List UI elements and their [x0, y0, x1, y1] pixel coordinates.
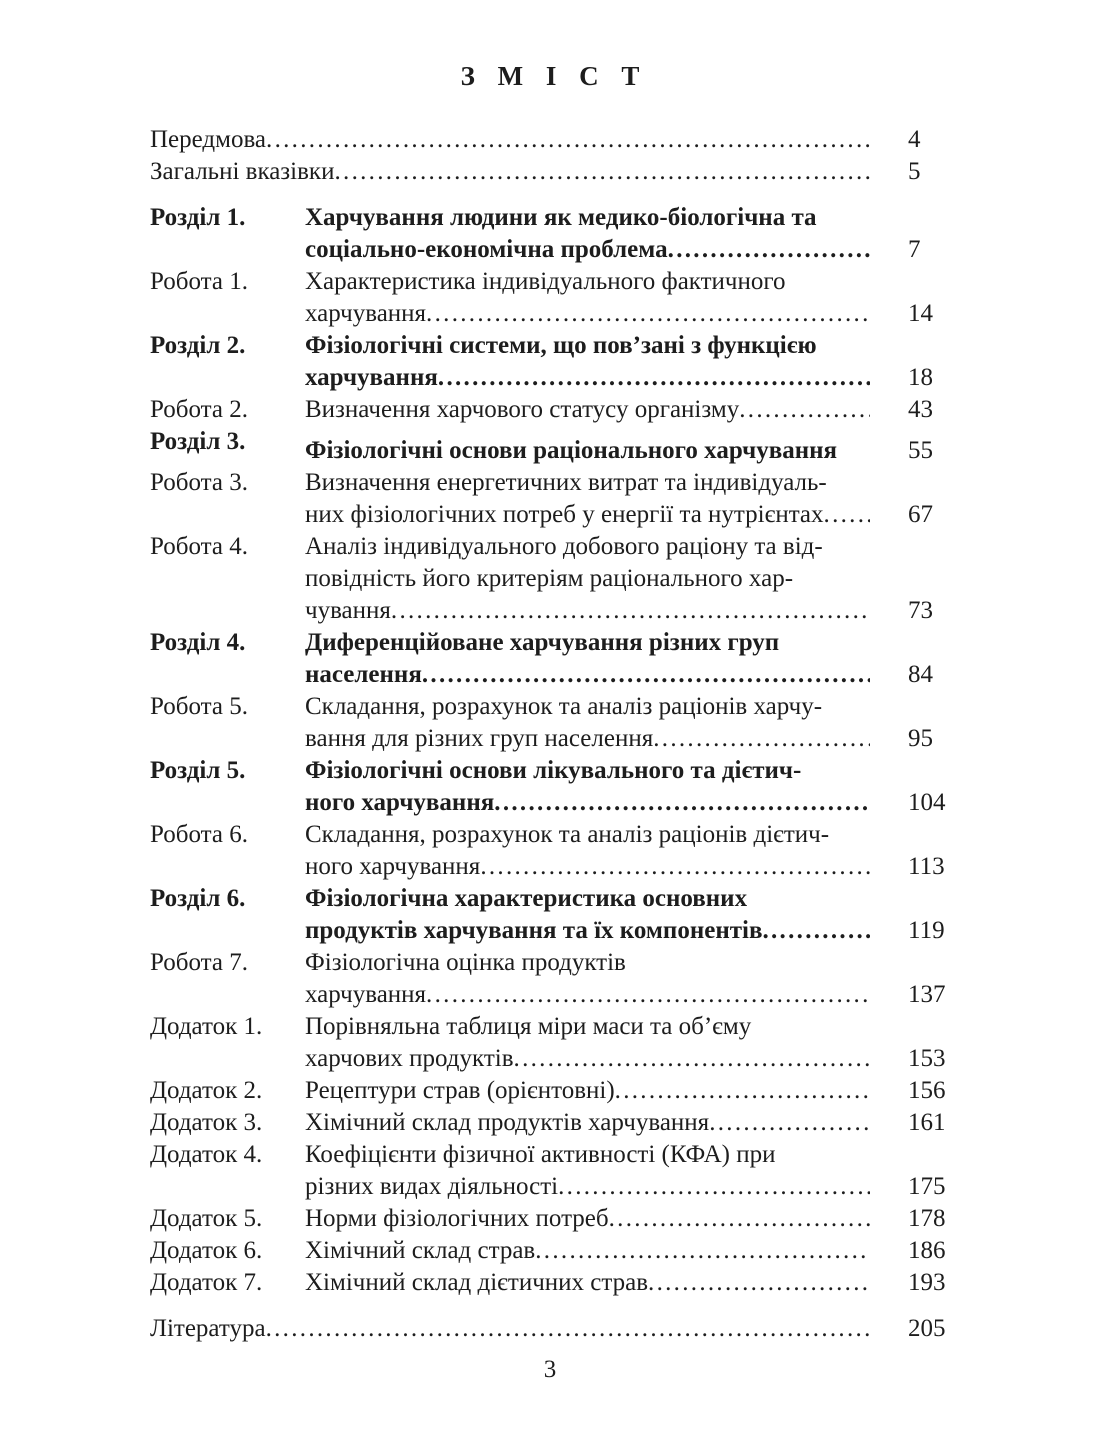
entry-title-text: харчування — [305, 364, 438, 391]
footer-page-number: 3 — [543, 1356, 557, 1383]
entry-title-line — [305, 234, 870, 266]
leader-dots — [494, 787, 870, 819]
toc-entry — [150, 947, 950, 1011]
toc-entry — [150, 124, 950, 156]
toc-entry — [150, 819, 950, 883]
entry-title-line — [305, 851, 870, 883]
entry-label: Розділ 4. — [150, 629, 246, 656]
page-content — [150, 58, 950, 1345]
entry-title-text: Хімічний склад страв — [305, 1237, 536, 1264]
toc-entry — [150, 1203, 950, 1235]
entry-label: Розділ 1. — [150, 204, 246, 231]
toc-entry — [150, 1139, 950, 1203]
entry-title — [305, 1267, 870, 1299]
entry-title-text: вання для різних груп населення — [305, 725, 654, 752]
toc-entry — [150, 467, 950, 531]
entry-page-number: 5 — [908, 158, 921, 185]
toc-entry — [150, 1075, 950, 1107]
entry-title — [150, 156, 870, 188]
entry-title-text: Норми фізіологічних потреб — [305, 1205, 609, 1232]
entry-label: Додаток 7. — [150, 1269, 263, 1296]
entry-title — [150, 124, 870, 156]
entry-label: Робота 1. — [150, 268, 248, 295]
entry-page-number: 55 — [908, 437, 933, 464]
toc-entry — [150, 266, 950, 330]
leader-dots — [648, 1267, 870, 1299]
leader-dots — [762, 915, 870, 947]
entry-title-text: ного харчування — [305, 789, 495, 816]
entry-title — [305, 1107, 870, 1139]
entry-page-number: 18 — [908, 364, 933, 391]
entry-page-number: 193 — [908, 1269, 946, 1296]
entry-title-line — [305, 1043, 870, 1075]
entry-title — [305, 1011, 870, 1075]
entry-page-number: 14 — [908, 300, 933, 327]
entry-title-line — [305, 1075, 870, 1107]
entry-title-line — [305, 659, 870, 691]
entry-title-text: Рецептури страв (орієнтовні) — [305, 1077, 615, 1104]
entry-title-line: Коефіцієнти фізичної активності (КФА) при — [305, 1141, 776, 1168]
entry-title — [305, 883, 870, 947]
entry-label: Додаток 5. — [150, 1205, 263, 1232]
entry-title-line — [150, 124, 870, 156]
entry-title-line: Характеристика індивідуального фактичного — [305, 268, 786, 295]
entry-title — [305, 394, 870, 426]
entry-title — [305, 947, 870, 1011]
entry-title-text: них фізіологічних потреб у енергії та нутрієнтах — [305, 501, 824, 528]
leader-dots — [391, 595, 870, 627]
entry-title-line — [150, 156, 870, 188]
leader-dots — [535, 1235, 870, 1267]
entry-title-line — [305, 1267, 870, 1299]
entry-page-number: 95 — [908, 725, 933, 752]
entry-page-number: 113 — [908, 853, 945, 880]
entry-page-number: 156 — [908, 1077, 946, 1104]
entry-title-line — [305, 499, 870, 531]
entry-title-line: Складання, розрахунок та аналіз раціонів харчу- — [305, 693, 823, 720]
entry-title-line — [150, 1313, 870, 1345]
toc-entry — [150, 1107, 950, 1139]
entry-title-text: Фізіологічні основи раціонального харчування — [305, 437, 838, 464]
entry-page-number: 7 — [908, 236, 921, 263]
entry-label: Розділ 6. — [150, 885, 246, 912]
entry-title-line — [305, 1107, 870, 1139]
entry-label: Додаток 2. — [150, 1077, 263, 1104]
entry-title-text: населення — [305, 661, 422, 688]
entry-title-line — [305, 595, 870, 627]
entry-page-number: 205 — [908, 1315, 946, 1342]
leader-dots — [422, 659, 870, 691]
entry-title — [305, 467, 870, 531]
entry-title-line — [305, 787, 870, 819]
entry-title — [305, 627, 870, 691]
entry-title-line: Фізіологічна оцінка продуктів — [305, 949, 626, 976]
entry-title-text: різних видах діяльності — [305, 1173, 559, 1200]
entry-title — [305, 330, 870, 394]
entry-title-line: Визначення енергетичних витрат та індивідуаль- — [305, 469, 827, 496]
toc-entry — [150, 202, 950, 266]
entry-title-line — [305, 1171, 870, 1203]
entry-title-line: Диференційоване харчування різних груп — [305, 629, 780, 656]
entry-label: Робота 5. — [150, 693, 248, 720]
toc-entry — [150, 1235, 950, 1267]
toc-entry — [150, 1313, 950, 1345]
entry-title-line: Фізіологічна характеристика основних — [305, 885, 748, 912]
toc-entry — [150, 330, 950, 394]
entry-label: Робота 7. — [150, 949, 248, 976]
entry-title-text: Передмова — [150, 126, 267, 153]
entry-title-text: харчових продуктів — [305, 1045, 514, 1072]
entry-page-number: 161 — [908, 1109, 946, 1136]
entry-title — [305, 755, 870, 819]
entry-title-line: Порівняльна таблиця міри маси та об’єму — [305, 1013, 752, 1040]
entry-title-text: Хімічний склад дієтичних страв — [305, 1269, 649, 1296]
entry-page-number: 153 — [908, 1045, 946, 1072]
entry-title-line: Аналіз індивідуального добового раціону та від- — [305, 533, 823, 560]
toc-entry — [150, 627, 950, 691]
entry-title-line: Харчування людини як медико-біологічна та — [305, 204, 817, 231]
leader-dots — [558, 1171, 870, 1203]
entry-label: Додаток 3. — [150, 1109, 263, 1136]
entry-page-number: 84 — [908, 661, 933, 688]
entry-page-number: 137 — [908, 981, 946, 1008]
leader-dots — [266, 124, 870, 156]
entry-title-line — [305, 1203, 870, 1235]
entry-label: Додаток 1. — [150, 1013, 263, 1040]
entry-page-number: 104 — [908, 789, 946, 816]
entry-title-line — [305, 1235, 870, 1267]
entry-title-text: соціально-економічна проблема — [305, 236, 668, 263]
entry-label: Робота 3. — [150, 469, 248, 496]
entry-title-line — [305, 362, 870, 394]
leader-dots — [824, 499, 870, 531]
page-title: З М І С Т — [460, 61, 648, 91]
entry-title — [305, 1075, 870, 1107]
leader-dots — [480, 851, 870, 883]
leader-dots — [609, 1203, 870, 1235]
leader-dots — [709, 1107, 870, 1139]
leader-dots — [426, 298, 870, 330]
entry-page-number: 67 — [908, 501, 933, 528]
toc-entry — [150, 156, 950, 188]
toc-entry — [150, 394, 950, 426]
leader-dots — [739, 394, 870, 426]
leader-dots — [426, 979, 870, 1011]
entry-title-text: чування — [305, 597, 391, 624]
entry-title — [305, 1203, 870, 1235]
toc-entry — [150, 691, 950, 755]
entry-title — [305, 266, 870, 330]
leader-dots — [837, 426, 870, 458]
entry-label: Розділ 2. — [150, 332, 246, 359]
entry-page-number: 175 — [908, 1173, 946, 1200]
entry-label: Розділ 3. — [150, 428, 246, 455]
entry-label: Розділ 5. — [150, 757, 246, 784]
leader-dots — [615, 1075, 870, 1107]
entry-title — [305, 691, 870, 755]
toc-entry — [150, 1267, 950, 1299]
entry-title — [305, 1139, 870, 1203]
leader-dots — [668, 234, 870, 266]
entry-title-line — [305, 915, 870, 947]
entry-page-number: 186 — [908, 1237, 946, 1264]
entry-label: Додаток 6. — [150, 1237, 263, 1264]
entry-title-text: Загальні вказівки — [150, 158, 335, 185]
entry-page-number: 119 — [908, 917, 945, 944]
entry-title — [305, 819, 870, 883]
entry-title-line: Фізіологічні системи, що пов’зані з функцією — [305, 332, 817, 359]
entry-page-number: 43 — [908, 396, 933, 423]
entry-title — [305, 531, 870, 627]
entry-title-line — [305, 426, 870, 467]
entry-label: Робота 4. — [150, 533, 248, 560]
entry-title-text: харчування — [305, 300, 427, 327]
entry-page-number: 73 — [908, 597, 933, 624]
leader-dots — [438, 362, 870, 394]
entry-page-number: 178 — [908, 1205, 946, 1232]
toc-entry — [150, 755, 950, 819]
entry-title — [150, 1313, 870, 1345]
entry-title-line — [305, 394, 870, 426]
entry-title — [305, 202, 870, 266]
entry-title-line: Складання, розрахунок та аналіз раціонів дієтич- — [305, 821, 830, 848]
leader-dots — [266, 1313, 870, 1345]
toc-entry — [150, 1011, 950, 1075]
entry-title — [305, 426, 870, 467]
entry-title — [305, 1235, 870, 1267]
entry-label: Додаток 4. — [150, 1141, 263, 1168]
toc-list — [150, 124, 950, 1345]
toc-entry — [150, 531, 950, 627]
toc-entry — [150, 883, 950, 947]
entry-title-line — [305, 298, 870, 330]
entry-page-number: 4 — [908, 126, 921, 153]
toc-entry — [150, 426, 950, 467]
leader-dots — [334, 156, 870, 188]
entry-title-text: Визначення харчового статусу організму — [305, 396, 740, 423]
entry-title-text: ного харчування — [305, 853, 481, 880]
entry-label: Робота 6. — [150, 821, 248, 848]
entry-title-text: Хімічний склад продуктів харчування — [305, 1109, 710, 1136]
entry-title-line — [305, 979, 870, 1011]
entry-title-text: Література — [150, 1315, 266, 1342]
leader-dots — [653, 723, 870, 755]
entry-label: Робота 2. — [150, 396, 248, 423]
entry-title-text: продуктів харчування та їх компонентів — [305, 917, 763, 944]
entry-title-line: Фізіологічні основи лікувального та дієтич- — [305, 757, 802, 784]
entry-title-line — [305, 723, 870, 755]
leader-dots — [514, 1043, 870, 1075]
entry-title-line: повідність його критеріям раціонального хар- — [305, 565, 794, 592]
entry-title-text: харчування — [305, 981, 427, 1008]
